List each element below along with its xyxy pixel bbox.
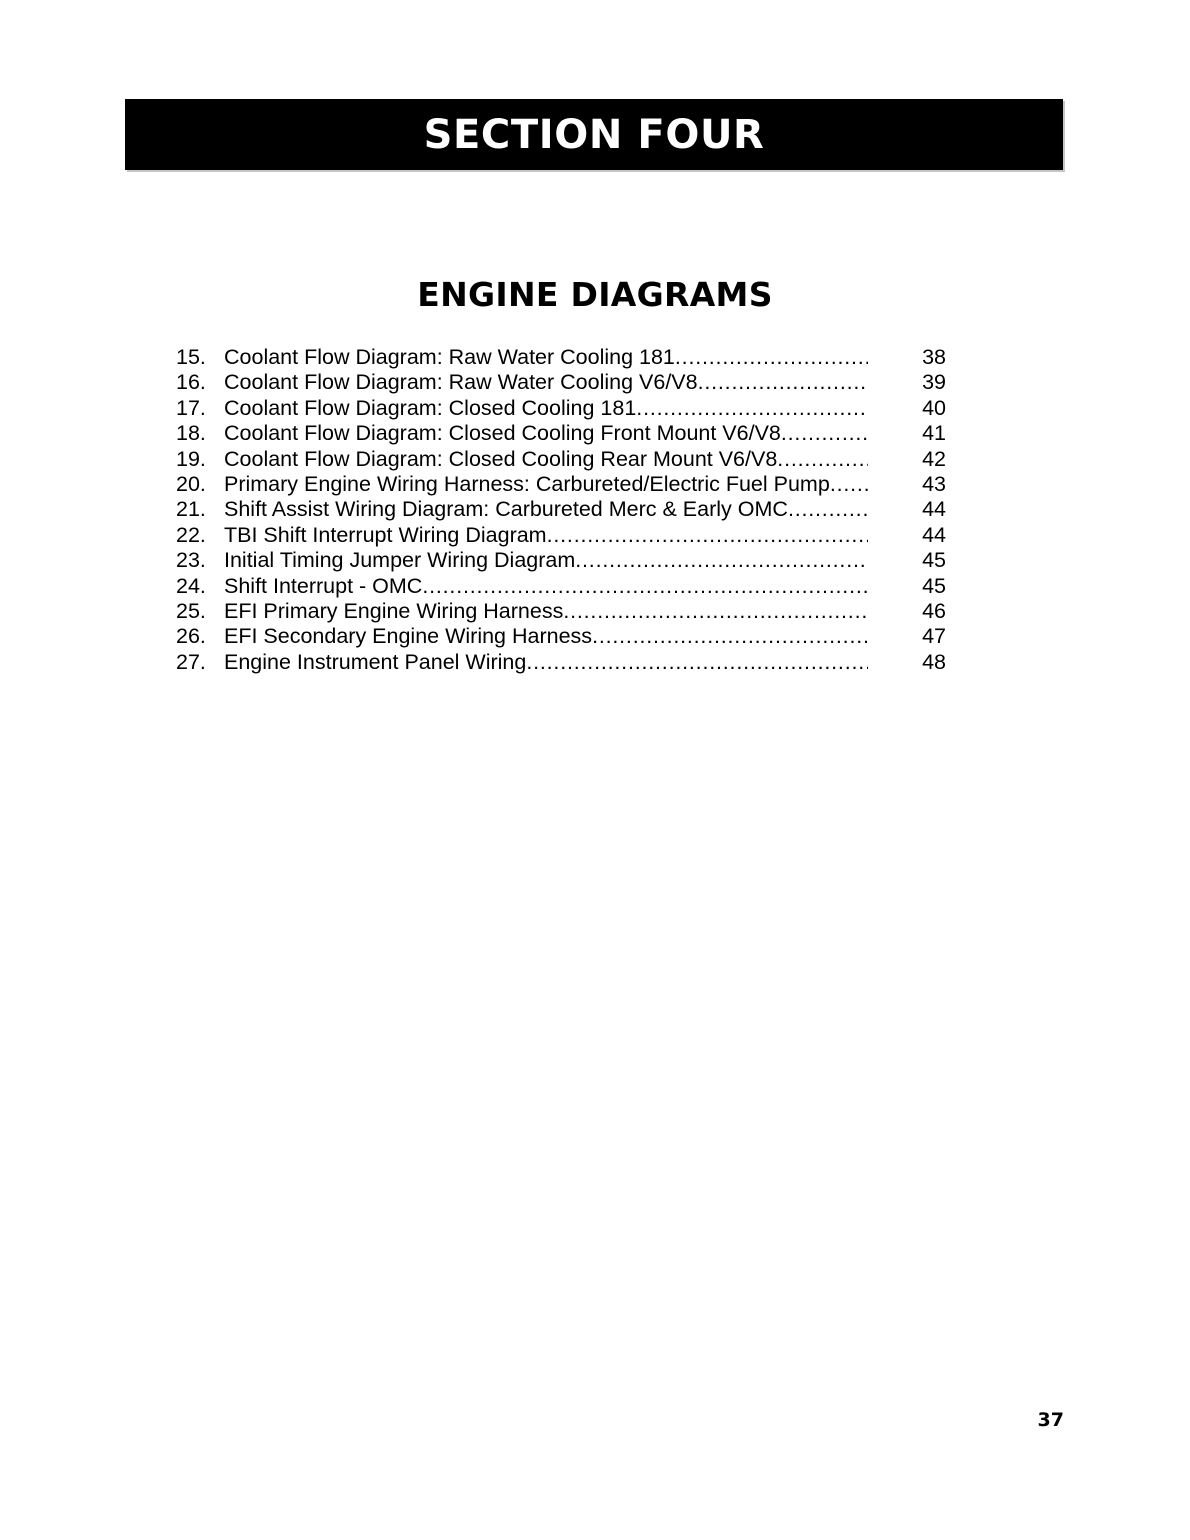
- toc-entry[interactable]: [176, 624, 946, 649]
- toc-entry-label-wrap: [224, 497, 868, 522]
- toc-entry-page: 40: [922, 395, 946, 420]
- toc-entry-label: Initial Timing Jumper Wiring Diagram: [224, 548, 576, 573]
- toc-entry-label: EFI Primary Engine Wiring Harness: [224, 598, 564, 623]
- toc-entry-number: 27.: [176, 649, 206, 674]
- toc-entry-label: Coolant Flow Diagram: Closed Cooling Front Mount V6/V8: [224, 421, 781, 446]
- toc-entry-number: 22.: [176, 522, 206, 547]
- toc-entry[interactable]: [176, 472, 946, 497]
- toc-entry-page: 38: [922, 345, 946, 369]
- toc-entry-page: 43: [922, 471, 946, 496]
- toc-entry-label: Coolant Flow Diagram: Closed Cooling Rear Mount V6/V8: [224, 446, 778, 471]
- toc-entry-number: 18.: [176, 421, 206, 446]
- toc-entry-page: 41: [922, 421, 946, 446]
- toc-entry-label-wrap: [224, 650, 868, 675]
- toc-dot-leader: [636, 396, 868, 418]
- toc-entry-number: 16.: [176, 370, 206, 395]
- toc-entry-page: 39: [922, 370, 946, 395]
- toc-entry-number: 24.: [176, 573, 206, 598]
- toc-entry-label-wrap: [224, 396, 868, 421]
- toc-entry[interactable]: [176, 574, 946, 599]
- toc-entry[interactable]: [176, 396, 946, 421]
- toc-entry-label-wrap: [224, 624, 868, 649]
- toc-dot-leader: [777, 447, 868, 469]
- toc-entry[interactable]: [176, 345, 946, 370]
- toc-entry-page: 42: [922, 446, 946, 471]
- toc-entry[interactable]: [176, 447, 946, 472]
- toc-entry-number: 17.: [176, 395, 206, 420]
- toc-entry-number: 23.: [176, 548, 206, 573]
- toc-entry-label-wrap: [224, 472, 868, 497]
- toc-entry-label-wrap: [224, 574, 868, 599]
- toc-dot-leader: [575, 548, 868, 570]
- toc-entry-label: EFI Secondary Engine Wiring Harness: [224, 624, 593, 649]
- toc-entry[interactable]: [176, 599, 946, 624]
- toc-entry-label: Shift Interrupt - OMC: [224, 573, 423, 598]
- toc-entry[interactable]: [176, 548, 946, 573]
- page-number: 37: [1037, 1409, 1064, 1431]
- toc-entry-number: 26.: [176, 624, 206, 649]
- toc-entry-label-wrap: [224, 548, 868, 573]
- toc-dot-leader: [422, 574, 868, 596]
- toc-dot-leader: [675, 345, 868, 367]
- toc-dot-leader: [592, 624, 868, 646]
- toc-entry-label-wrap: [224, 345, 868, 370]
- toc-dot-leader: [830, 472, 868, 494]
- toc-entry-page: 45: [922, 573, 946, 598]
- toc-entry-number: 20.: [176, 471, 206, 496]
- toc-dot-leader: [698, 370, 868, 392]
- toc-entry-label-wrap: [224, 370, 868, 395]
- toc-entry-label-wrap: [224, 523, 868, 548]
- toc-entry-page: 44: [922, 522, 946, 547]
- toc-entry-label: Coolant Flow Diagram: Closed Cooling 181: [224, 395, 637, 420]
- toc-entry-page: 46: [922, 598, 946, 623]
- toc-dot-leader: [781, 421, 868, 443]
- toc-entry-number: 21.: [176, 497, 206, 522]
- toc-entry[interactable]: [176, 370, 946, 395]
- toc-dot-leader: [526, 650, 868, 672]
- toc-entry-label-wrap: [224, 599, 868, 624]
- toc-entry-label: TBI Shift Interrupt Wiring Diagram: [224, 522, 547, 547]
- toc-entry[interactable]: [176, 497, 946, 522]
- toc-entry-label-wrap: [224, 421, 868, 446]
- toc-entry-label-wrap: [224, 447, 868, 472]
- toc-entry[interactable]: [176, 650, 946, 675]
- table-of-contents: [176, 345, 946, 675]
- toc-entry-label: Coolant Flow Diagram: Raw Water Cooling V6/V8: [224, 370, 698, 395]
- toc-entry-label: Coolant Flow Diagram: Raw Water Cooling 181: [224, 345, 675, 369]
- page-title: ENGINE DIAGRAMS: [417, 275, 773, 314]
- toc-entry[interactable]: [176, 421, 946, 446]
- toc-entry-label: Shift Assist Wiring Diagram: Carbureted Merc & Early OMC: [224, 497, 788, 522]
- toc-entry-number: 15.: [176, 345, 206, 369]
- toc-entry-label: Primary Engine Wiring Harness: Carbureted/Electric Fuel Pump: [224, 471, 830, 496]
- toc-entry-page: 45: [922, 548, 946, 573]
- toc-entry-page: 48: [922, 649, 946, 674]
- toc-entry-number: 19.: [176, 446, 206, 471]
- toc-entry-page: 44: [922, 497, 946, 522]
- toc-dot-leader: [547, 523, 868, 545]
- toc-entry-number: 25.: [176, 598, 206, 623]
- toc-entry-page: 47: [922, 624, 946, 649]
- toc-entry-label: Engine Instrument Panel Wiring: [224, 649, 527, 674]
- section-banner-title: SECTION FOUR: [423, 111, 765, 158]
- toc-dot-leader: [563, 599, 868, 621]
- toc-dot-leader: [788, 497, 868, 519]
- section-banner: [125, 99, 1063, 170]
- toc-entry[interactable]: [176, 523, 946, 548]
